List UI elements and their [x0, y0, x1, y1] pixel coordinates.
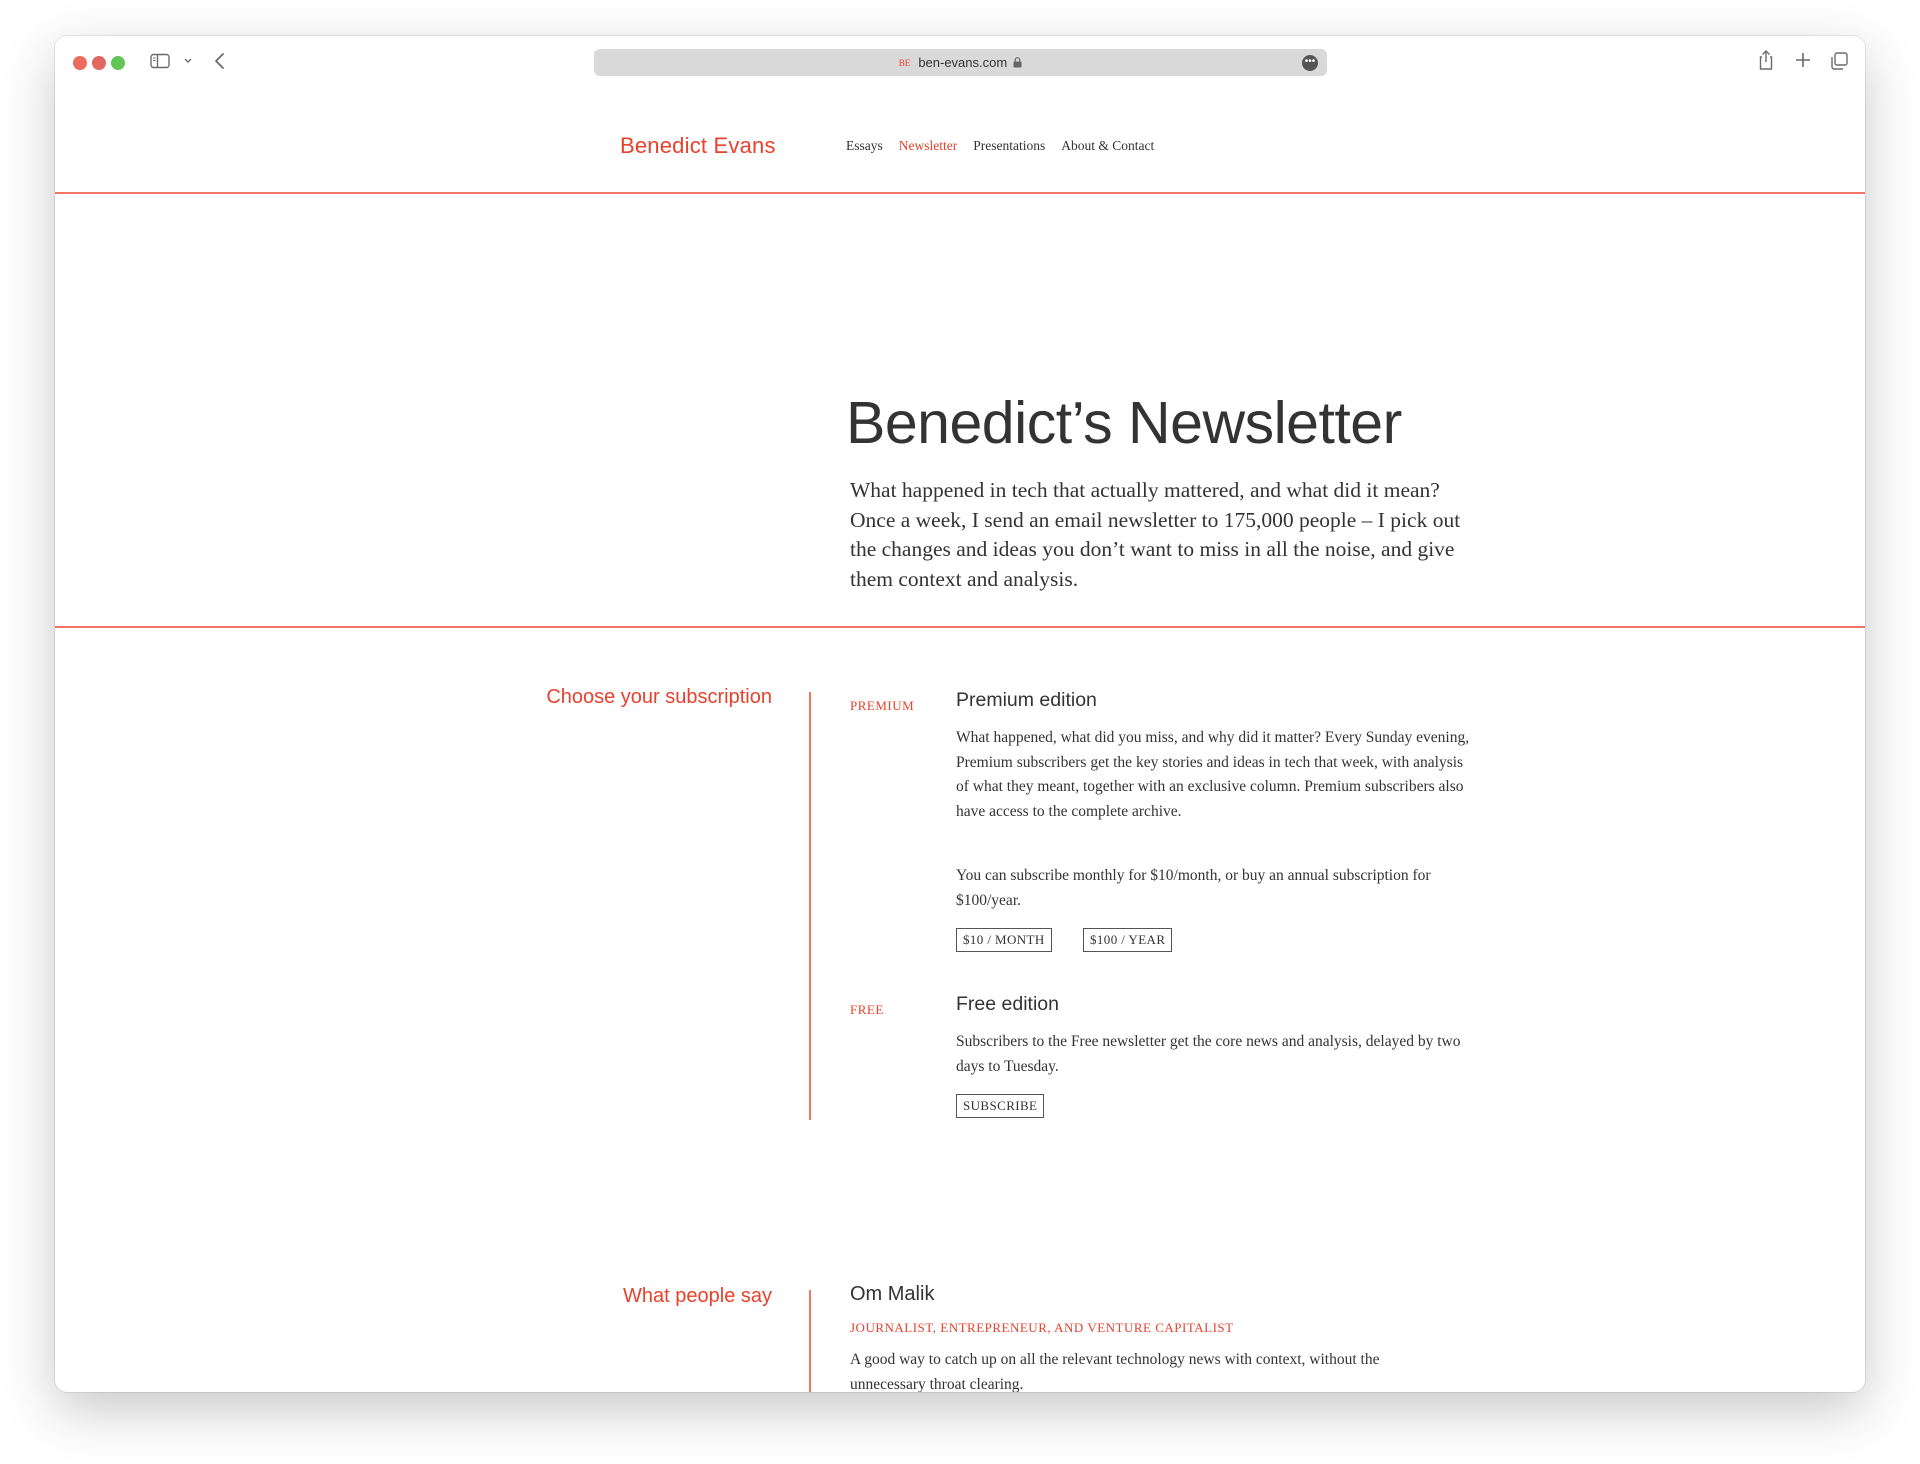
nav-presentations[interactable]: Presentations [973, 138, 1046, 153]
free-title: Free edition [956, 993, 1059, 1015]
subscribe-monthly-button[interactable]: $10 / MONTH [956, 928, 1052, 952]
address-bar[interactable] [594, 49, 1327, 76]
subscribe-yearly-button[interactable]: $100 / YEAR [1083, 928, 1172, 952]
back-arrow-icon[interactable] [211, 50, 229, 72]
subscription-heading: Choose your subscription [546, 686, 772, 708]
hero-description: What happened in tech that actually mattered, and what did it mean? Once a week, I send an email newsletter to 175,000 people – I pick out the changes and ideas you don’t want to miss in all the noise, and give them context and analysis. [850, 478, 1461, 591]
premium-label: PREMIUM [850, 698, 915, 713]
zoom-window-button[interactable] [111, 56, 125, 70]
nav-essays[interactable]: Essays [846, 138, 883, 153]
nav-newsletter[interactable]: Newsletter [898, 138, 958, 153]
main-nav [846, 138, 1170, 154]
free-description: Subscribers to the Free newsletter get the core news and analysis, delayed by two days to Tuesday. [956, 1033, 1461, 1075]
section-divider [55, 626, 1865, 628]
browser-window [55, 36, 1865, 1392]
share-icon[interactable] [1756, 48, 1776, 72]
testimonial-quote: A good way to catch up on all the relevant technology news with context, without the unnecessary throat clearing. [850, 1351, 1380, 1392]
tab-overview-icon[interactable] [1828, 50, 1850, 72]
page-title: Benedict’s Newsletter [846, 390, 1402, 456]
nav-about-contact[interactable]: About & Contact [1061, 138, 1155, 153]
testimonials-heading: What people say [623, 1285, 772, 1307]
new-tab-icon[interactable] [1794, 49, 1812, 71]
testimonials-rule [809, 1290, 811, 1392]
chevron-down-icon[interactable] [182, 53, 194, 69]
site-logo[interactable]: Benedict Evans [620, 133, 776, 158]
subscription-rule [809, 692, 811, 1120]
free-label: FREE [850, 1002, 884, 1017]
subscribe-free-button[interactable]: SUBSCRIBE [956, 1094, 1044, 1118]
url-text: ben-evans.com [918, 55, 1008, 70]
sidebar-toggle-icon[interactable] [150, 53, 170, 69]
lock-icon [1013, 57, 1022, 68]
site-header [55, 92, 1865, 194]
testimonial-name: Om Malik [850, 1283, 935, 1305]
premium-description: What happened, what did you miss, and why did it matter? Every Sunday evening, Premium subscribers get the key stories and ideas in tech that week, with analysis of what they meant, together with an exclusive column. Premium subscribers also have access to the complete archive. [956, 729, 1470, 820]
minimize-window-button[interactable] [92, 56, 106, 70]
premium-pricing: You can subscribe monthly for $10/month, or buy an annual subscription for $100/year. [956, 867, 1431, 909]
browser-toolbar [55, 36, 1865, 92]
page-menu-icon[interactable]: ••• [1302, 55, 1318, 71]
site-favicon: BE [898, 58, 911, 68]
close-window-button[interactable] [73, 56, 87, 70]
premium-title: Premium edition [956, 689, 1097, 711]
testimonial-role: JOURNALIST, ENTREPRENEUR, AND VENTURE CAPITALIST [850, 1320, 1234, 1335]
